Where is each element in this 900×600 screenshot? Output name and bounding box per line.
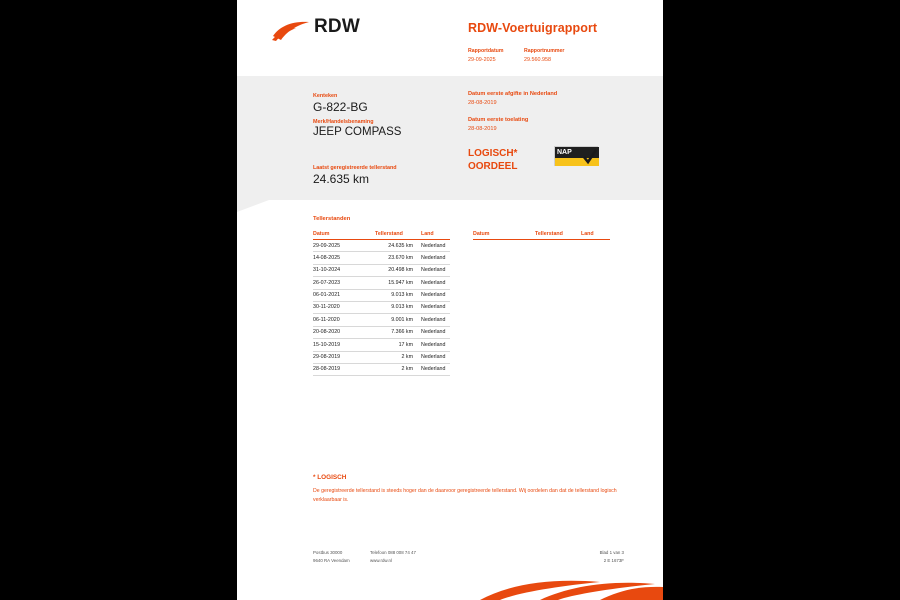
col-tellerstand: Tellerstand — [535, 230, 563, 237]
footer-address-line-2: 9640 RA Veendam — [313, 558, 350, 563]
footer-contact — [370, 549, 416, 565]
merk-value: JEEP COMPASS — [313, 126, 402, 138]
cell-tellerstand: 20.498 km — [388, 267, 413, 274]
tellerstand-value: 24.635 km — [313, 172, 370, 186]
footer-page-number: Blad 1 van 3 — [599, 550, 624, 555]
meta-rapportnummer — [524, 48, 564, 63]
cell-land: Nederland — [421, 254, 446, 261]
cell-tellerstand: 15.947 km — [388, 279, 413, 286]
cell-land: Nederland — [421, 292, 446, 299]
report-title: RDW-Voertuigrapport — [468, 21, 598, 35]
cell-land: Nederland — [421, 304, 446, 311]
table-row — [313, 352, 450, 364]
table-row — [313, 265, 450, 277]
cell-datum: 31-10-2024 — [313, 267, 341, 274]
check-mark-icon — [583, 148, 597, 165]
rdw-wordmark: RDW — [314, 16, 360, 37]
cell-datum: 29-08-2019 — [313, 354, 341, 361]
cell-datum: 29-09-2025 — [313, 242, 341, 249]
cell-land: Nederland — [421, 316, 446, 323]
toelating-value: 28-08-2019 — [468, 126, 497, 132]
tellerstand-label: Laatst geregistreerde tellerstand — [313, 165, 397, 171]
rdw-swoosh-icon — [272, 20, 310, 42]
footer-address — [313, 549, 350, 565]
footnote-body: De geregistreerde tellerstand is steeds hoger dan de daarvoor geregistreerde tellerstand. Wij oordelen dan dat de tellerstand logisch verklaarbaar is. — [313, 488, 617, 503]
summary-band — [237, 76, 663, 200]
footer-website[interactable]: www.rdw.nl — [370, 558, 392, 563]
meta-rapportnummer-label: Rapportnummer — [524, 48, 565, 54]
cell-datum: 26-07-2023 — [313, 279, 341, 286]
cell-tellerstand: 2 km — [401, 354, 413, 361]
footer-swoosh-graphic — [480, 576, 663, 600]
cell-tellerstand: 23.670 km — [388, 254, 413, 261]
cell-datum: 14-08-2025 — [313, 254, 341, 261]
rdw-logo — [272, 14, 382, 48]
summary-band-notch — [237, 200, 269, 212]
nap-label: NAP — [555, 147, 599, 158]
cell-land: Nederland — [421, 279, 446, 286]
table-row — [313, 252, 450, 264]
meta-rapportdatum-value: 29-09-2025 — [468, 57, 496, 63]
cell-datum: 28-08-2019 — [313, 366, 341, 373]
footer-phone: Telefoon 088 008 74 47 — [370, 550, 416, 555]
tellerstanden-table-right — [473, 228, 610, 240]
cell-tellerstand: 17 km — [398, 341, 413, 348]
cell-datum: 20-08-2020 — [313, 329, 341, 336]
cell-tellerstand: 24.635 km — [388, 242, 413, 249]
tellerstanden-title: Tellerstanden — [313, 216, 351, 222]
oordeel-line-2: OORDEEL — [468, 161, 518, 172]
table-row — [313, 277, 450, 289]
table-row — [313, 240, 450, 252]
cell-land: Nederland — [421, 242, 446, 249]
cell-tellerstand: 9.013 km — [391, 292, 413, 299]
cell-land: Nederland — [421, 366, 446, 373]
footer-address-line-1: Postbus 30000 — [313, 550, 343, 555]
table-row — [313, 290, 450, 302]
table-header-row — [473, 228, 610, 240]
document-page — [237, 0, 663, 600]
cell-datum: 15-10-2019 — [313, 341, 341, 348]
col-tellerstand: Tellerstand — [375, 230, 403, 237]
cell-datum: 06-01-2021 — [313, 292, 341, 299]
cell-datum: 06-11-2020 — [313, 316, 340, 323]
cell-tellerstand: 9.001 km — [391, 316, 413, 323]
col-land: Land — [581, 230, 594, 237]
tellerstanden-table-left — [313, 228, 450, 376]
cell-land: Nederland — [421, 329, 446, 336]
meta-rapportnummer-value: 29.560.958 — [524, 57, 551, 63]
table-row — [313, 339, 450, 351]
cell-datum: 30-11-2020 — [313, 304, 340, 311]
table-row — [313, 302, 450, 314]
merk-label: Merk/Handelsbenaming — [313, 119, 374, 125]
afgifte-value: 28-08-2019 — [468, 100, 497, 106]
col-land: Land — [421, 230, 434, 237]
col-datum: Datum — [313, 230, 330, 237]
nap-stamp — [554, 146, 598, 166]
cell-tellerstand: 9.013 km — [391, 304, 413, 311]
table-header-row — [313, 228, 450, 240]
meta-rapportdatum-label: Rapportdatum — [468, 48, 504, 54]
table-row — [313, 364, 450, 376]
cell-land: Nederland — [421, 341, 446, 348]
footer-pagination — [586, 549, 624, 565]
kenteken-label: Kenteken — [313, 93, 338, 99]
kenteken-value: G-822-BG — [313, 100, 368, 114]
footer-form-code: 2 E 1673F — [603, 558, 624, 563]
afgifte-label: Datum eerste afgifte in Nederland — [468, 91, 558, 97]
rdw-swoosh-icon — [480, 576, 663, 600]
table-row — [313, 314, 450, 326]
cell-land: Nederland — [421, 354, 446, 361]
cell-tellerstand: 7.366 km — [391, 329, 413, 336]
table-row — [313, 327, 450, 339]
meta-rapportdatum — [468, 48, 503, 63]
oordeel-line-1: LOGISCH* — [468, 148, 518, 159]
toelating-label: Datum eerste toelating — [468, 117, 529, 123]
cell-tellerstand: 2 km — [401, 366, 413, 373]
cell-land: Nederland — [421, 267, 446, 274]
footnote-title: * LOGISCH — [313, 474, 347, 481]
col-datum: Datum — [473, 230, 490, 237]
oordeel-block — [468, 147, 517, 173]
